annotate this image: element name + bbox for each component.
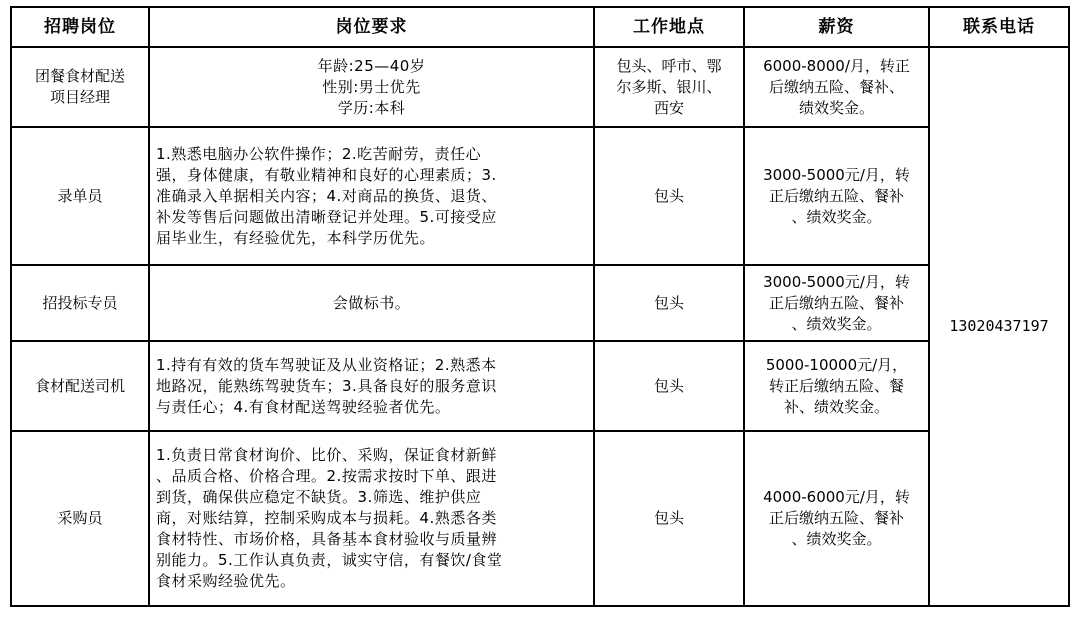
location-cell bbox=[594, 341, 744, 431]
position-text: 团餐食材配送 bbox=[34, 67, 125, 85]
position-text: 项目经理 bbox=[49, 88, 110, 106]
requirement-line: 届毕业生，有经验优先，本科学历优先。 bbox=[156, 228, 436, 247]
requirement-line: 准确录入单据相关内容；4.对商品的换货、退货、 bbox=[156, 186, 497, 205]
requirement-line: 1.负责日常食材询价、比价、采购，保证食材新鲜 bbox=[156, 446, 497, 464]
requirement-line: 学历:本科 bbox=[337, 98, 406, 117]
position-text: 招投标专员 bbox=[42, 293, 118, 312]
requirement-line: 性别:男士优先 bbox=[322, 77, 421, 96]
requirement-line: 商，对账结算，控制采购成本与损耗。4.熟悉各类 bbox=[156, 509, 497, 527]
recruitment-table bbox=[10, 6, 1070, 607]
requirement-line: 别能力。5.工作认真负责，诚实守信，有餐饮/食堂 bbox=[156, 551, 503, 569]
requirements-cell bbox=[149, 47, 594, 127]
table-row bbox=[11, 341, 1069, 431]
requirement-line: 与责任心；4.有食材配送驾驶经验者优先。 bbox=[156, 397, 451, 416]
requirement-line: 强，身体健康，有敬业精神和良好的心理素质；3. bbox=[156, 165, 497, 184]
location-text: 包头 bbox=[653, 376, 684, 395]
location-text: 包头、呼市、鄂 bbox=[616, 56, 722, 75]
salary-text: 4000-6000元/月，转 bbox=[763, 488, 910, 506]
salary-text: 补、绩效奖金。 bbox=[783, 397, 889, 416]
requirement-line: 会做标书。 bbox=[332, 293, 411, 312]
salary-cell bbox=[744, 127, 929, 265]
requirement-line: 食材采购经验优先。 bbox=[156, 572, 296, 590]
requirement-line: 食材特性、市场价格，具备基本食材验收与质量辨 bbox=[156, 530, 498, 548]
salary-cell bbox=[744, 265, 929, 341]
salary-text: 转正后缴纳五险、餐 bbox=[768, 376, 904, 395]
salary-text: 正后缴纳五险、餐补 bbox=[768, 293, 904, 312]
salary-text: 后缴纳五险、餐补、 bbox=[768, 77, 904, 96]
requirements-cell bbox=[149, 265, 594, 341]
salary-text: 绩效奖金。 bbox=[798, 98, 874, 117]
requirements-cell bbox=[149, 127, 594, 265]
location-text: 包头 bbox=[653, 186, 684, 205]
requirement-line: 补发等售后问题做出清晰登记并处理。5.可接受应 bbox=[156, 207, 497, 226]
requirements-cell bbox=[149, 341, 594, 431]
header-row bbox=[11, 7, 1069, 47]
position-cell bbox=[11, 341, 149, 431]
header-location: 工作地点 bbox=[594, 7, 744, 47]
table-row bbox=[11, 127, 1069, 265]
location-text: 西安 bbox=[653, 98, 684, 117]
salary-text: 3000-5000元/月，转 bbox=[763, 165, 910, 184]
position-text: 食材配送司机 bbox=[34, 376, 125, 395]
table-row bbox=[11, 47, 1069, 127]
location-text: 尔多斯、银川、 bbox=[616, 77, 722, 96]
location-text: 包头 bbox=[653, 509, 684, 527]
requirement-line: 、品质合格、价格合理。2.按需求按时下单、跟进 bbox=[156, 467, 497, 485]
position-cell bbox=[11, 265, 149, 341]
salary-text: 3000-5000元/月，转 bbox=[763, 272, 910, 291]
requirement-line: 年龄:25—40岁 bbox=[317, 56, 426, 75]
salary-text: 、绩效奖金。 bbox=[791, 207, 882, 226]
table-row bbox=[11, 265, 1069, 341]
salary-text: 5000-10000元/月， bbox=[765, 355, 908, 374]
requirements-cell bbox=[149, 431, 594, 606]
location-cell bbox=[594, 431, 744, 606]
salary-text: 、绩效奖金。 bbox=[791, 530, 882, 548]
position-text: 录单员 bbox=[57, 186, 103, 205]
salary-text: 正后缴纳五险、餐补 bbox=[768, 186, 904, 205]
header-requirements: 岗位要求 bbox=[149, 7, 594, 47]
salary-cell bbox=[744, 341, 929, 431]
salary-cell bbox=[744, 47, 929, 127]
recruitment-sheet bbox=[10, 6, 1068, 607]
header-phone: 联系电话 bbox=[929, 7, 1069, 47]
position-cell bbox=[11, 47, 149, 127]
header-position: 招聘岗位 bbox=[11, 7, 149, 47]
salary-text: 、绩效奖金。 bbox=[791, 314, 882, 333]
location-cell bbox=[594, 265, 744, 341]
position-cell bbox=[11, 127, 149, 265]
salary-text: 6000-8000/月，转正 bbox=[763, 56, 910, 75]
location-cell bbox=[594, 47, 744, 127]
requirement-line: 1.持有有效的货车驾驶证及从业资格证；2.熟悉本 bbox=[156, 355, 497, 374]
salary-cell bbox=[744, 431, 929, 606]
location-text: 包头 bbox=[653, 293, 684, 312]
salary-text: 正后缴纳五险、餐补 bbox=[768, 509, 904, 527]
requirement-line: 地路况，能熟练驾驶货车；3.具备良好的服务意识 bbox=[156, 376, 497, 395]
contact-phone: 13020437197 bbox=[929, 47, 1069, 606]
requirement-line: 1.熟悉电脑办公软件操作；2.吃苦耐劳，责任心 bbox=[156, 144, 482, 163]
location-cell bbox=[594, 127, 744, 265]
table-row bbox=[11, 431, 1069, 606]
position-cell bbox=[11, 431, 149, 606]
header-salary: 薪资 bbox=[744, 7, 929, 47]
requirement-line: 到货，确保供应稳定不缺货。3.筛选、维护供应 bbox=[156, 488, 482, 506]
position-text: 采购员 bbox=[57, 509, 103, 527]
